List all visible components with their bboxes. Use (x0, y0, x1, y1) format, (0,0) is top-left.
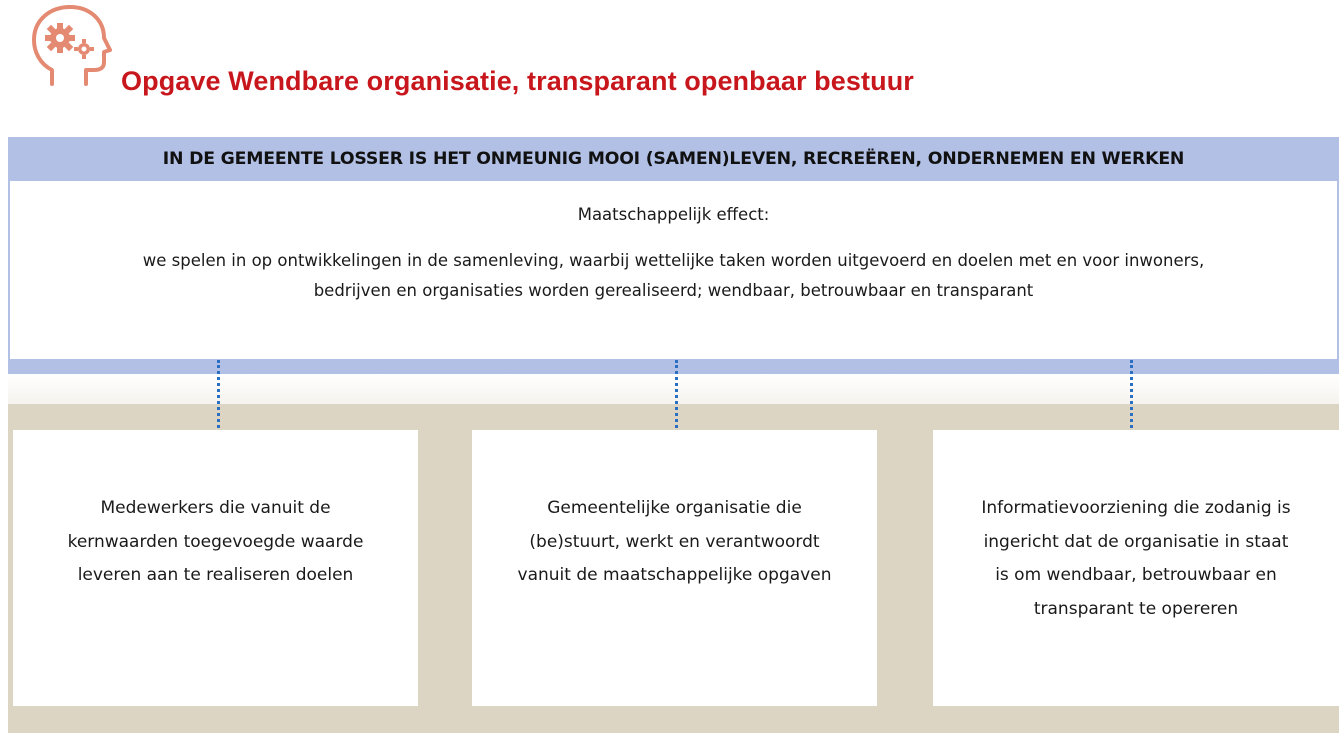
pillar-employees (13, 430, 418, 706)
pillar-organisation-text (518, 492, 832, 593)
connector-line-1 (217, 360, 220, 428)
social-effect-description (40, 246, 1307, 306)
head-with-gears-icon (30, 4, 112, 88)
pillar-information-text (981, 492, 1290, 626)
vision-banner-text: IN DE GEMEENTE LOSSER IS HET ONMEUNIG MOOI (SAMEN)LEVEN, RECREËREN, ONDERNEMEN EN WERKEN (162, 149, 1185, 169)
pillar-text-line: Informatievoorziening die zodanig is (981, 498, 1291, 518)
pillar-text-line: Gemeentelijke organisatie die (547, 498, 802, 518)
pillar-text-line: is om wendbaar, betrouwbaar en (995, 565, 1277, 585)
connector-line-2 (675, 360, 678, 428)
pillar-employees-text (68, 492, 364, 593)
pillar-text-line: leveren aan te realiseren doelen (77, 565, 354, 585)
pillar-text-line: (be)stuurt, werkt en verantwoordt (529, 531, 820, 552)
connector-line-3 (1130, 360, 1133, 428)
social-effect-bottom-bar (8, 359, 1339, 374)
social-effect-heading: Maatschappelijk effect: (577, 205, 770, 224)
pillar-information (933, 430, 1339, 706)
pillar-organisation (472, 430, 877, 706)
pillar-text-line: vanuit de maatschappelijke opgaven (517, 565, 832, 585)
pillar-text-line: Medewerkers die vanuit de (100, 498, 331, 518)
background-fade (8, 374, 1339, 404)
pillar-text-line: ingericht dat de organisatie in staat (983, 531, 1289, 552)
social-effect-box (8, 181, 1339, 359)
pillar-text-line: kernwaarden toegevoegde waarde (67, 531, 364, 552)
social-effect-line-1: we spelen in op ontwikkelingen in de samenleving, waarbij wettelijke taken worden uitgevoerd en doelen met en voor inwoners, (142, 251, 1205, 270)
vision-banner (8, 137, 1339, 181)
page-title: Opgave Wendbare organisatie, transparant openbaar bestuur (121, 66, 914, 96)
pillar-text-line: transparant te opereren (1033, 598, 1239, 619)
social-effect-line-2: bedrijven en organisaties worden gerealiseerd; wendbaar, betrouwbaar en transparant (313, 281, 1034, 300)
